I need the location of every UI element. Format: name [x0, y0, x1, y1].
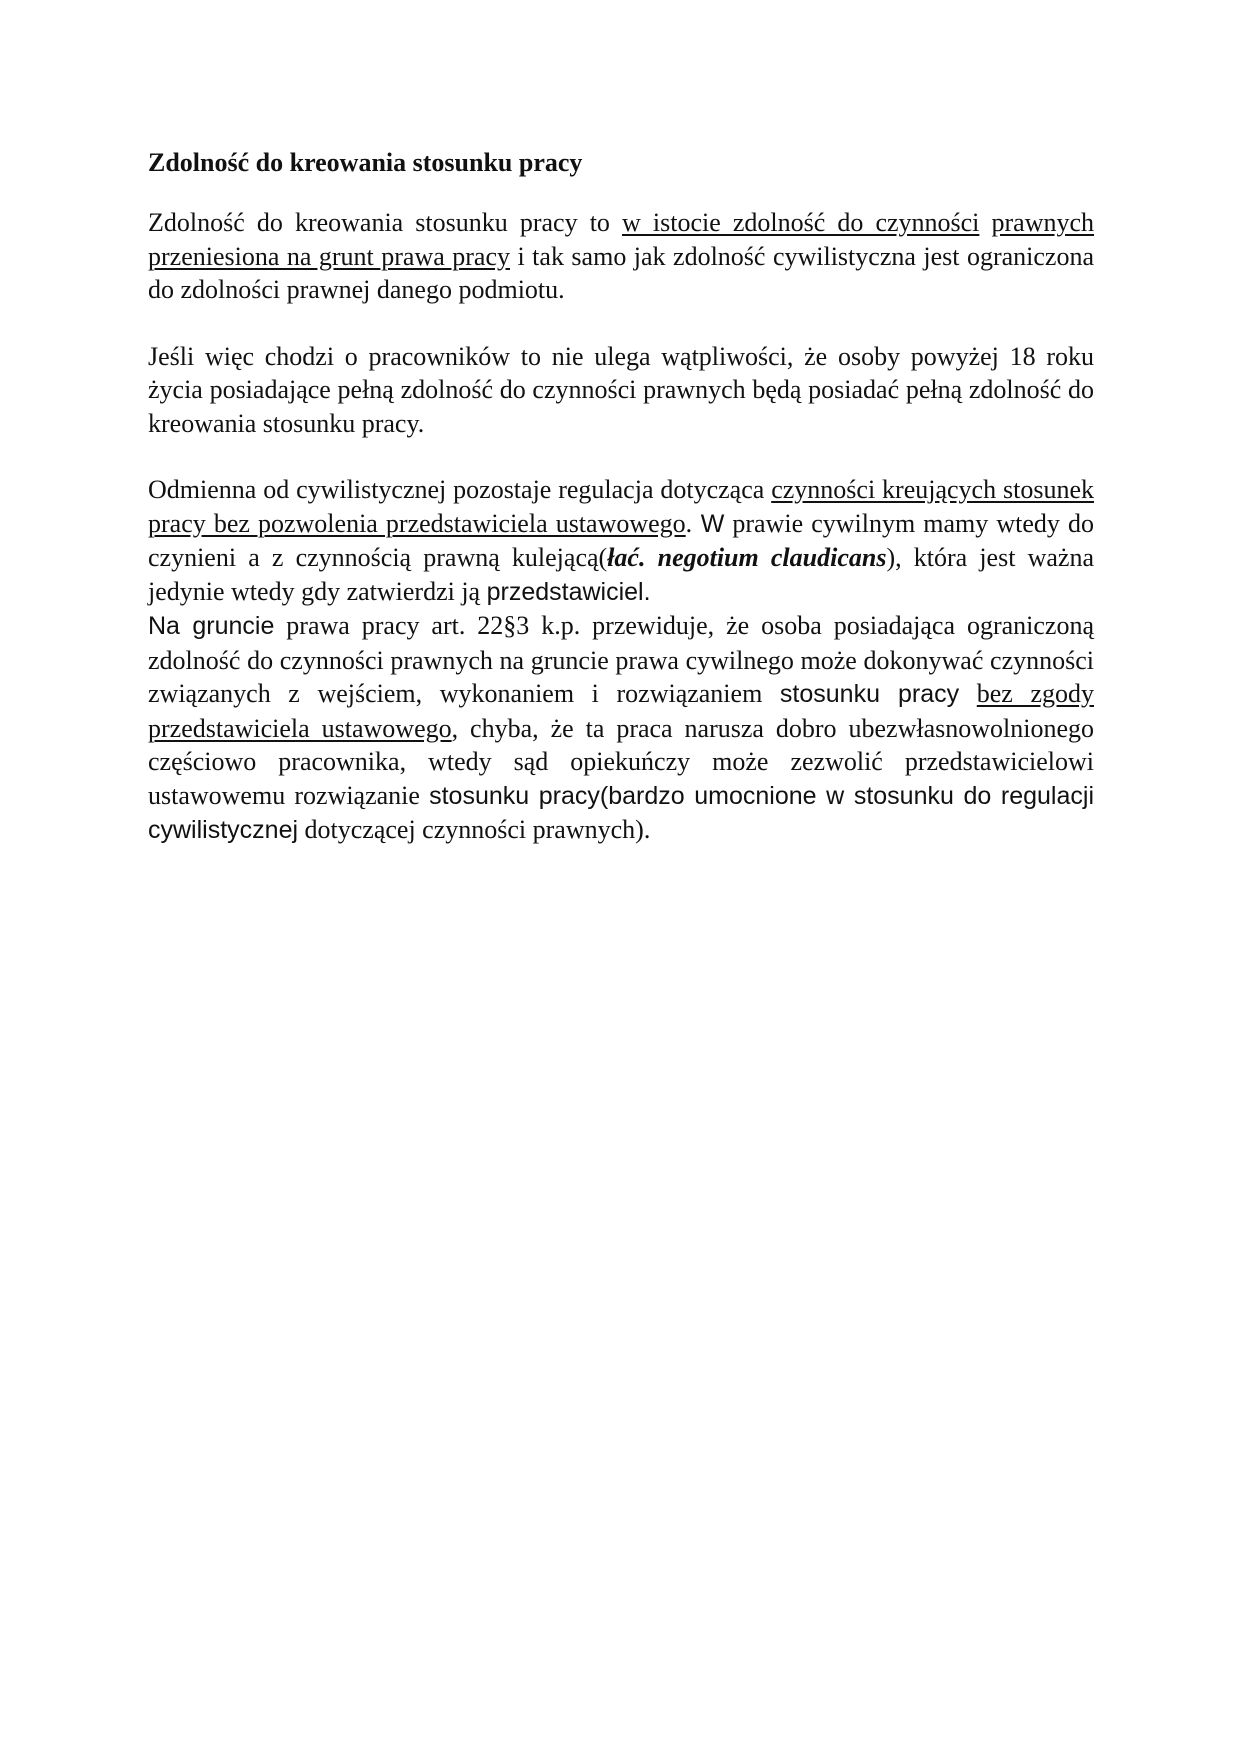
- p3-text-2: prawie cywilnym mamy wtedy do czynieni a z czynnością prawną kulejącą(: [148, 508, 1094, 572]
- document-body: [148, 146, 1094, 848]
- paragraph-1: [148, 206, 1094, 307]
- p3-text-3: ), która jest ważna jedynie wtedy gdy zatwierdzi ją: [148, 543, 1094, 606]
- p4-stosunku-pracy: stosunku pracy: [779, 680, 960, 708]
- p1-text-2: i tak samo jak zdolność cywilistyczna jest ograniczona do zdolności prawnej danego podmiotu.: [148, 241, 1095, 304]
- p4-underlined-1: bez zgody przedstawiciela ustawowego: [148, 679, 1094, 743]
- p4-text-1: prawa pracy art. 22§3 k.p. przewiduje, że osoba posiadająca ograniczoną zdolność do czynności prawnych na gruncie prawa cywilnego może dokonywać czynności związanych z wejściem, wykonaniem i rozwiązaniem: [148, 611, 1094, 708]
- p3-dot: .: [685, 508, 693, 538]
- p3-w: W: [692, 509, 725, 538]
- p3-latin-term: negotium claudicans: [645, 543, 887, 572]
- document-title: Zdolność do kreowania stosunku pracy: [148, 148, 583, 177]
- p1-underlined-2: prawnych przeniesiona na grunt prawa pracy: [148, 208, 1095, 271]
- p3-underlined-1: czynności kreujących stosunek pracy bez pozwolenia przedstawiciela ustawowego: [148, 475, 1094, 538]
- p4-text-2: , chyba, że ta praca narusza dobro ubezwłasnowolnionego częściowo pracownika, wtedy sąd opiekuńczy może zezwolić przedstawicielowi ustawowemu rozwiązanie: [148, 713, 1094, 810]
- p4-text-3: dotyczącej czynności prawnych).: [298, 815, 651, 844]
- p4-bold-phrase: stosunku pracy(bardzo umocnione w stosunku do regulacji cywilistycznej: [148, 781, 1094, 844]
- paragraph-3: [148, 473, 1094, 609]
- p4-na: Na: [148, 612, 180, 640]
- p4-gruncie: gruncie: [179, 612, 275, 640]
- paragraph-2: Jeśli więc chodzi o pracowników to nie ulega wątpliwości, że osoby powyżej 18 roku życia posiadające pełną zdolność do czynności prawnych będą posiadać pełną zdolność do kreowania stosunku pracy.: [148, 341, 1094, 438]
- paragraph-4: [148, 609, 1094, 848]
- p3-latin-abbrev: łać.: [607, 543, 646, 572]
- p4-space: [959, 679, 977, 708]
- p1-text-1: Zdolność do kreowania stosunku pracy to: [148, 208, 623, 237]
- p1-underlined-1: w istocie zdolność do czynności: [622, 208, 980, 237]
- p3-text-1: Odmienna od cywilistycznej pozostaje regulacja dotycząca: [148, 475, 772, 504]
- p3-representative: przedstawiciel.: [486, 577, 651, 606]
